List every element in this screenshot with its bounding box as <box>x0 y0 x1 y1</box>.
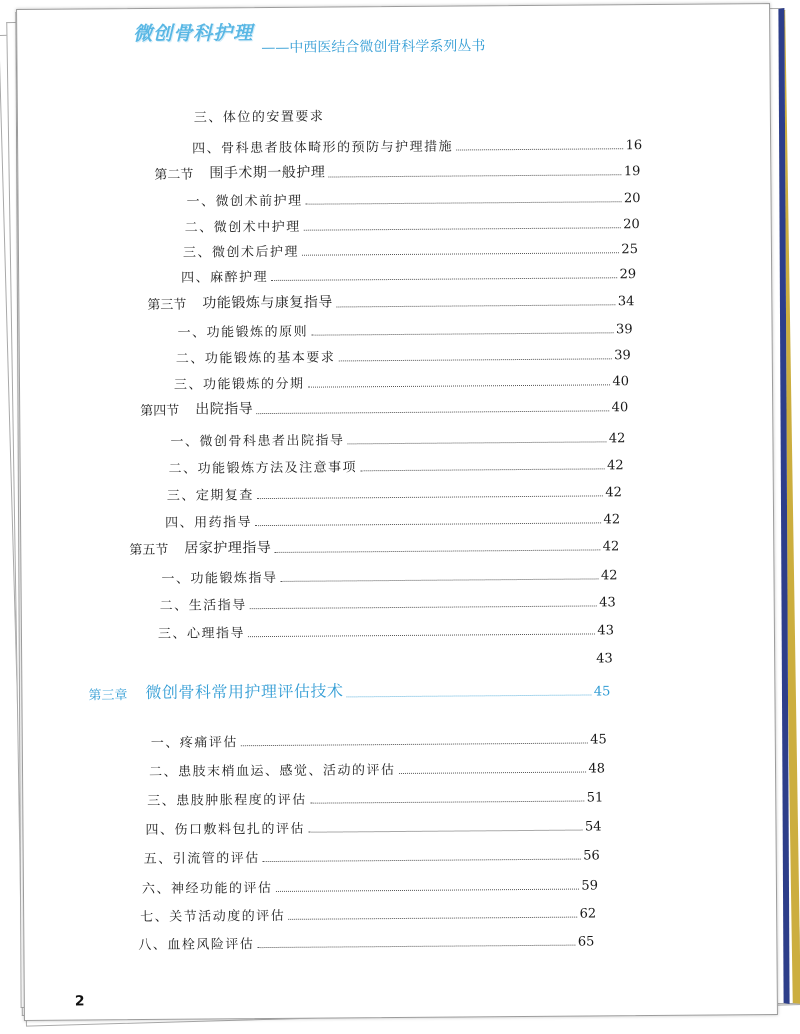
entry-page: 39 <box>614 348 631 364</box>
toc-section-entry <box>140 393 628 419</box>
toc-entry <box>158 616 614 642</box>
toc-entry <box>138 927 594 953</box>
entry-page: 42 <box>603 512 621 528</box>
entry-title: 三、心理指导 <box>157 626 246 642</box>
toc-entry <box>165 505 620 531</box>
dot-leader <box>257 495 603 499</box>
toc-entry <box>147 783 603 809</box>
entry-page: 48 <box>588 761 606 777</box>
toc-entry <box>145 812 601 838</box>
toc-entry <box>144 841 600 867</box>
chapter-number: 第三章 <box>88 688 128 704</box>
entry-page: 43 <box>599 595 616 611</box>
dot-leader <box>263 859 581 863</box>
entry-page: 56 <box>583 848 600 864</box>
dot-leader <box>338 358 612 361</box>
entry-page: 51 <box>586 790 604 806</box>
entry-page: 65 <box>577 934 595 950</box>
toc-entry <box>181 260 636 286</box>
entry-title: 八、血栓风险评估 <box>138 937 255 954</box>
toc-entry <box>176 341 631 367</box>
toc-entry <box>160 588 616 614</box>
dot-leader <box>275 889 579 892</box>
dot-leader <box>288 917 577 920</box>
dot-leader <box>360 468 605 471</box>
toc-entry <box>174 367 629 393</box>
section-number: 第四节 <box>140 403 180 420</box>
entry-page: 40 <box>612 374 630 390</box>
entry-title: 四、伤口敷料包扎的评估 <box>145 821 306 838</box>
entry-page: 45 <box>590 732 607 748</box>
entry-title: 六、神经功能的评估 <box>141 880 273 898</box>
dot-leader <box>281 578 599 582</box>
dot-leader <box>271 277 617 281</box>
entry-title: 七、关节活动度的评估 <box>140 908 286 926</box>
entry-title: 一、微创骨科患者出院指导 <box>170 433 345 450</box>
dot-leader <box>347 441 606 444</box>
entry-page: 42 <box>600 568 618 584</box>
section-number: 第三节 <box>147 297 187 313</box>
toc-entry <box>161 561 617 587</box>
dot-leader <box>306 201 622 204</box>
entry-title: 一、功能锻炼指导 <box>161 570 278 587</box>
toc-entry <box>183 235 638 261</box>
entry-page: 29 <box>619 267 637 283</box>
toc-entry <box>192 131 642 157</box>
toc-entry <box>167 478 622 504</box>
entry-page: 45 <box>593 684 611 700</box>
entry-page: 39 <box>615 322 633 338</box>
dot-leader <box>311 332 614 335</box>
entry-page: 62 <box>579 906 597 922</box>
series-title: ——中西医结合微创骨科学系列丛书 <box>261 38 486 57</box>
entry-page: 40 <box>611 400 629 416</box>
dot-leader <box>241 743 588 747</box>
dot-leader <box>250 605 597 609</box>
entry-page: 25 <box>621 242 639 258</box>
entry-title: 二、患肢末梢血运、感觉、活动的评估 <box>148 763 396 780</box>
dot-leader <box>304 227 621 230</box>
toc-entry <box>169 451 624 477</box>
toc-entry <box>194 102 354 125</box>
toc-page <box>16 3 778 1021</box>
toc-section-entry <box>147 287 634 313</box>
toc-section-entry <box>129 532 619 558</box>
entry-page: 34 <box>617 294 635 310</box>
entry-title: 三、功能锻炼的分期 <box>173 376 305 393</box>
dot-leader <box>456 148 623 150</box>
dot-leader <box>274 549 600 553</box>
toc-entry <box>149 754 605 780</box>
toc-entry <box>177 315 632 341</box>
dot-leader <box>310 801 585 804</box>
section-number: 第五节 <box>129 542 169 559</box>
dot-leader <box>255 522 601 526</box>
stray-page-number: 43 <box>596 651 613 667</box>
entry-title: 一、功能锻炼的原则 <box>177 324 309 341</box>
entry-title: 二、微创术中护理 <box>184 219 301 236</box>
entry-page: 43 <box>597 623 614 639</box>
dot-leader <box>257 945 575 949</box>
entry-title: 居家护理指导 <box>184 539 272 557</box>
entry-page: 42 <box>602 539 620 555</box>
dot-leader <box>336 304 616 307</box>
dot-leader <box>346 694 591 697</box>
dot-leader <box>248 633 595 637</box>
section-number: 第二节 <box>154 167 194 183</box>
entry-title: 三、定期复查 <box>166 488 254 504</box>
page-number: 2 <box>74 993 85 1010</box>
entry-page: 54 <box>584 819 602 835</box>
entry-page: 16 <box>625 138 643 154</box>
entry-page: 42 <box>608 431 626 447</box>
toc-entry <box>140 899 596 925</box>
entry-title: 四、骨科患者肢体畸形的预防与护理措施 <box>192 139 454 157</box>
entry-title: 围手术期一般护理 <box>209 164 326 182</box>
toc-entry <box>186 184 640 210</box>
entry-page: 42 <box>607 458 624 474</box>
entry-title: 一、疼痛评估 <box>150 735 238 751</box>
entry-title: 四、用药指导 <box>165 515 253 531</box>
book-brand-title: 微创骨科护理 <box>133 22 254 46</box>
entry-page: 20 <box>623 217 640 233</box>
entry-title: 五、引流管的评估 <box>143 851 260 867</box>
entry-page: 20 <box>623 191 641 207</box>
toc-entry <box>170 424 625 450</box>
entry-page: 42 <box>605 485 622 501</box>
entry-page: 59 <box>581 878 599 894</box>
dot-leader <box>302 252 619 255</box>
toc-entry <box>151 725 607 751</box>
dot-leader <box>328 174 621 177</box>
entry-title: 一、微创术前护理 <box>186 193 303 210</box>
toc-entry <box>142 871 598 897</box>
entry-title: 三、患肢肿胀程度的评估 <box>147 792 307 809</box>
entry-title: 二、功能锻炼的基本要求 <box>175 350 336 367</box>
dot-leader <box>308 830 583 833</box>
dot-leader <box>308 384 611 387</box>
entry-title: 四、麻醉护理 <box>181 270 269 286</box>
entry-title: 二、生活指导 <box>159 598 247 614</box>
entry-title: 三、体位的安置要求 <box>193 109 325 126</box>
entry-page: 19 <box>623 164 641 180</box>
dot-leader <box>399 772 587 774</box>
toc-section-entry <box>154 157 640 183</box>
entry-title: 二、功能锻炼方法及注意事项 <box>168 460 358 477</box>
entry-title: 出院指导 <box>195 401 254 418</box>
toc-entry <box>185 210 640 236</box>
entry-title: 三、微创术后护理 <box>182 244 300 261</box>
entry-title: 功能锻炼与康复指导 <box>202 294 333 312</box>
toc-chapter-entry <box>88 677 610 703</box>
entry-title: 微创骨科常用护理评估技术 <box>145 681 344 702</box>
dot-leader <box>256 410 609 414</box>
